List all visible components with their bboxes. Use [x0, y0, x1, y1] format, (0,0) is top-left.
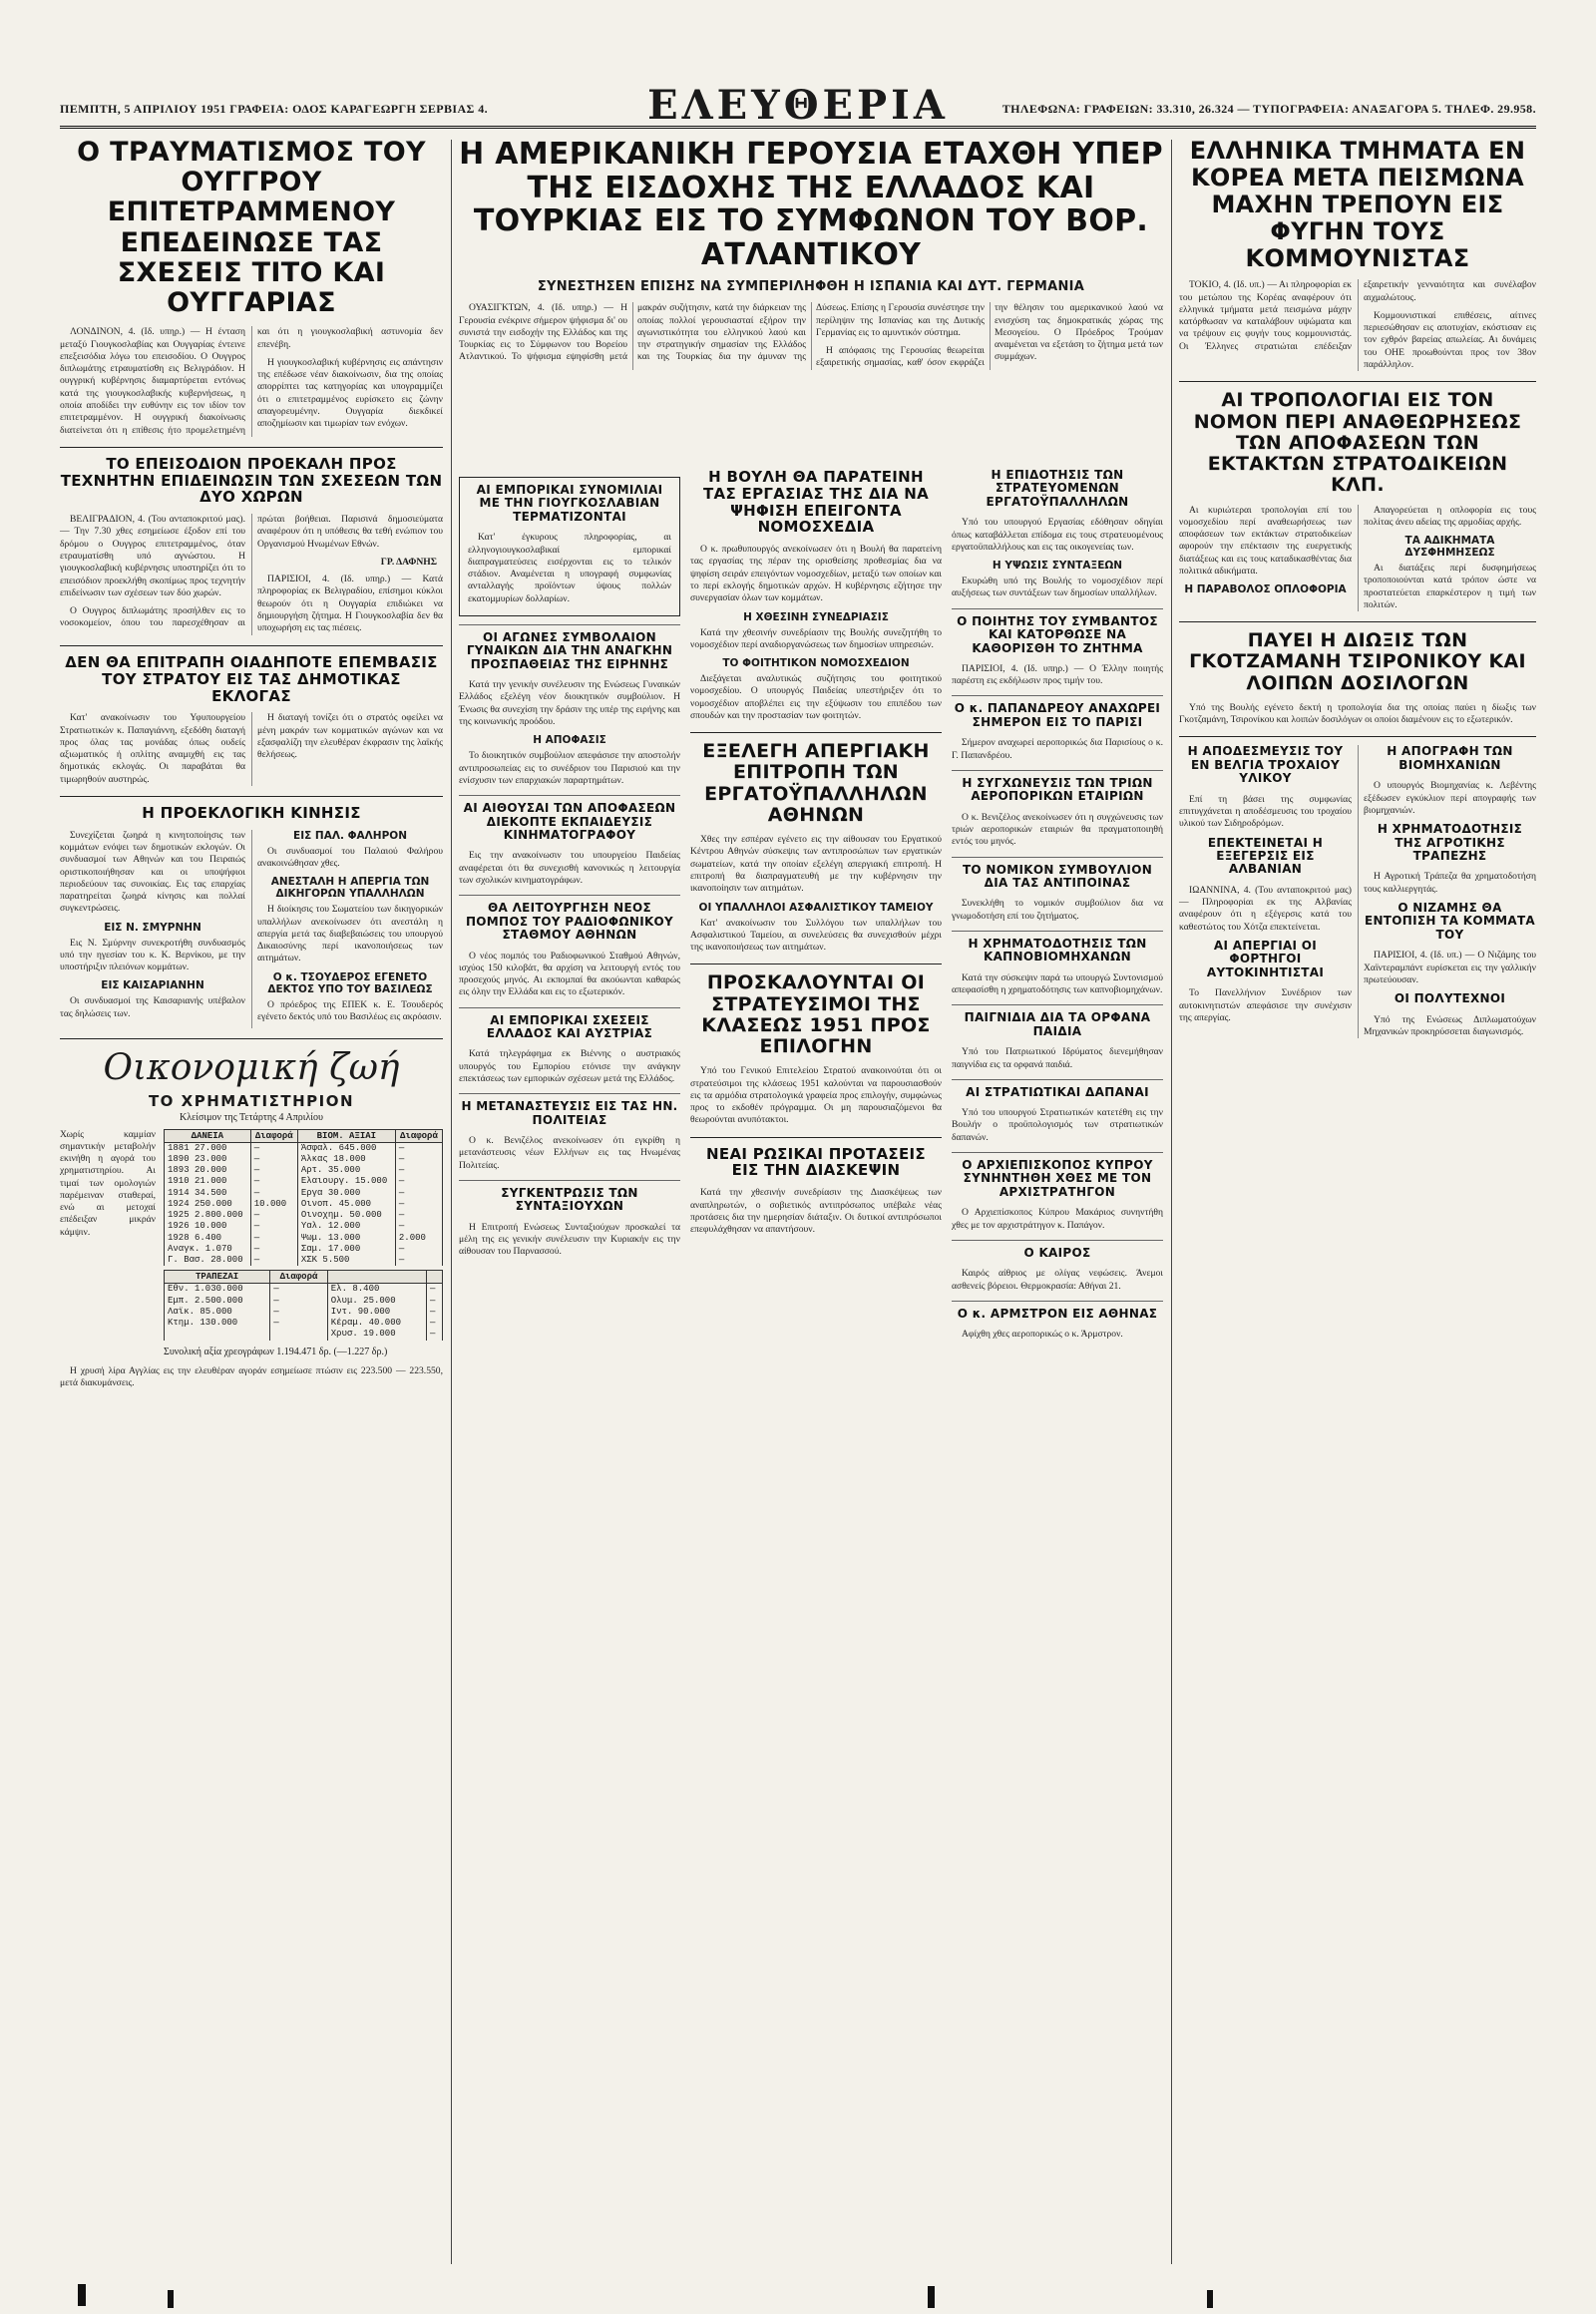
table-cell: Σαμ. 17.000	[297, 1244, 395, 1255]
article-text: Ο πρόεδρος της ΕΠΕΚ κ. Ε. Τσουδερός εγένετο δεκτός υπό του Βασιλέως εις ακρόασιν.	[257, 998, 443, 1022]
table-row	[165, 1154, 443, 1165]
article-text: ΤΟΚΙΟ, 4. (Ιδ. υπ.) — Αι πληροφορίαι εκ του μετώπου της Κορέας αναφέρουν ότι ελληνικά τμήματα μετά πεισμώνα μάχην κατόρθωσαν να καταλάβουν υψώματα και να τρέψουν εις φυγήν τους κομμουνιστάς. Οι Έλληνες στρατιώται επέδειξαν εξαιρετικήν γενναιότητα και συνέλαβον αιχμαλώτους.	[1179, 279, 1536, 352]
military-spending-headline: ΑΙ ΣΤΡΑΤΙΩΤΙΚΑΙ ΔΑΠΑΝΑΙ	[966, 1084, 1149, 1099]
article-text: Η γιουγκοσλαβική κυβέρνησις εις απάντησιν της επέδωσε νέαν διακοίνωσιν, δια της οποίας απορρίπτει τας κατηγορίας και υπογραμμίζει ότι ο επιτετραμμένος ευρίσκετο εις ζώνην απαγορευμένην. Ουγγαρία διεκδικεί αποζημίωσιν και τιμωρίαν των ενόχων.	[257, 356, 443, 430]
table-cell: —	[395, 1142, 442, 1154]
table-row	[165, 1284, 443, 1296]
article-text: Υπό του Πατριωτικού Ιδρύματος διενεμήθησαν παιγνίδια εις τα ορφανά παιδιά.	[952, 1046, 1163, 1070]
table-cell: 1925 2.800.000	[165, 1210, 251, 1221]
section-subhead: Η ΑΠΟΦΑΣΙΣ	[533, 734, 606, 747]
divider	[60, 447, 443, 448]
industry-census-headline: Η ΑΠΟΓΡΑΦΗ ΤΩΝ ΒΙΟΜΗΧΑΝΙΩΝ	[1387, 744, 1513, 772]
women-union-headline: ΟΙ ΑΓΩΝΕΣ ΣΥΜΒΟΛΑΙΟΝ ΓΥΝΑΙΚΩΝ ΔΙΑ ΤΗΝ ΑΝΑΓΚΗΝ ΠΡΟΣΠΑΘΕΙΑΣ ΤΗΣ ΕΙΡΗΝΗΣ	[466, 629, 673, 671]
center-left-column	[459, 469, 680, 1265]
article-text: Ο υπουργός Βιομηχανίας κ. Λεβέντης εξέδωσεν εγκύκλιον περί απογραφής των βιομηχανιών.	[1364, 780, 1536, 816]
article-text: Υπό της Ενώσεως Διπλωματούχων Μηχανικών προκηρύσσεται διαγωνισμός.	[1364, 1013, 1536, 1037]
article-text: Ο Αρχιεπίσκοπος Κύπρου Μακάριος συνηντήθη χθες με τον αρχιστράτηγον κ. Παπάγον.	[952, 1207, 1163, 1231]
divider	[952, 695, 1163, 696]
army-elections-headline: ΔΕΝ ΘΑ ΕΠΙΤΡΑΠΗ ΟΙΑΔΗΠΟΤΕ ΕΠΕΜΒΑΣΙΣ ΤΟΥ ΣΤΡΑΤΟΥ ΕΙΣ ΤΑΣ ΔΗΜΟΤΙΚΑΣ ΕΚΛΟΓΑΣ	[65, 652, 438, 705]
table-cell: —	[250, 1244, 297, 1255]
stock-exchange-title: ΤΟ ΧΡΗΜΑΤΙΣΤΗΡΙΟΝ	[148, 1091, 355, 1110]
article-text: Οι συνδυασμοί του Παλαιού Φαλήρου ανακοινώθησαν χθες.	[257, 845, 443, 869]
weather-headline: Ο ΚΑΙΡΟΣ	[1023, 1245, 1091, 1260]
senate-deck: ΣΥΝΕΣΤΗΣΕΝ ΕΠΙΣΗΣ ΝΑ ΣΥΜΠΕΡΙΛΗΦΘΗ Η ΙΣΠΑΝΙΑ ΚΑΙ ΔΥΤ. ΓΕΡΜΑΝΙΑ	[537, 279, 1085, 295]
divider	[952, 857, 1163, 858]
article-text: Διεξάγεται αναλυτικώς συζήτησις του φοιτητικού νομοσχεδίου. Ο υπουργός Παιδείας υπεστήριξεν ότι το νομοσχέδιον αποβλέπει εις την εξύψωσιν του επιπέδου των σπουδών και την προστασίαν των φοιτητών.	[690, 673, 942, 721]
table-cell: Κέραμ. 40.000	[327, 1318, 426, 1329]
banks-table	[164, 1270, 443, 1340]
article-text: Αι διατάξεις περί δυσφημήσεως τροποποιούνται κατά τρόπον ώστε να προστατεύεται επαρκέστερον η τιμή των πολιτών.	[1364, 563, 1536, 610]
table-cell: —	[395, 1221, 442, 1232]
divider	[60, 1038, 443, 1039]
table-cell: —	[395, 1244, 442, 1255]
article-text: Η Αγροτική Τράπεζα θα χρηματοδοτήση τους καλλιεργητάς.	[1364, 871, 1536, 895]
section-subhead: ΟΙ ΥΠΑΛΛΗΛΟΙ ΑΣΦΑΛΙΣΤΙΚΟΥ ΤΑΜΕΙΟΥ	[698, 901, 934, 914]
table-cell: —	[250, 1154, 297, 1165]
divider	[1179, 621, 1536, 622]
table-cell: Ελ. 8.400	[327, 1284, 426, 1296]
divider	[459, 795, 680, 796]
strike-committee-headline: ΕΞΕΛΕΓΗ ΑΠΕΡΓΙΑΚΗ ΕΠΙΤΡΟΠΗ ΤΩΝ ΕΡΓΑΤΟΫΠΑΛΛΗΛΩΝ ΑΘΗΝΩΝ	[702, 740, 930, 826]
article-text: ΠΑΡΙΣΙΟΙ, 4. (Ιδ. υπ.) — Ο Νιζάμης του Χαϊντεραμπάντ ευρίσκεται εις την γαλλικήν πρωτεύουσαν.	[1364, 950, 1536, 985]
orphans-headline: ΠΑΙΓΝΙΔΙΑ ΔΙΑ ΤΑ ΟΡΦΑΝΑ ΠΑΙΔΙΑ	[964, 1010, 1151, 1038]
left-column	[60, 138, 443, 1395]
divider	[952, 1301, 1163, 1302]
article-text: Κατ' ανακοίνωσιν του Υφυπουργείου Στρατιωτικών κ. Παπαγιάννη, εξεδόθη διαταγή προς όλας τας μονάδας όπως ουδείς αξιωματικός ή οπλίτης αναμιχθή εις τας δημοτικάς εκλογάς. Οι παραβάται θα τιμωρηθούν αυστηρώς.	[60, 712, 245, 785]
table-cell: —	[270, 1318, 328, 1329]
article-text: Εις Ν. Σμύρνην συνεκροτήθη συνδυασμός υπό την ηγεσίαν του κ. Κ. Βερνίκου, με την υποστήριξιν πλειόνων κομμάτων.	[60, 937, 245, 973]
article-text: Η χρυσή λίρα Αγγλίας εις την ελευθέραν αγοράν εσημείωσε πτώσιν εις 223.500 — 223.550, μετά διακυμάνσεις.	[60, 1364, 443, 1388]
table-row	[165, 1233, 443, 1244]
table-cell: Εργα 30.000	[297, 1188, 395, 1199]
table-cell: Ιντ. 90.000	[327, 1307, 426, 1318]
article-text: Επί τη βάσει της συμφωνίας επιτυγχάνεται η αποδέσμευσις του τροχαίου υλικού των Σιδηροδρόμων.	[1179, 793, 1352, 830]
russian-proposals-headline: ΝΕΑΙ ΡΩΣΙΚΑΙ ΠΡΟΤΑΣΕΙΣ ΕΙΣ ΤΗΝ ΔΙΑΣΚΕΨΙΝ	[706, 1144, 926, 1180]
conscripts-headline: ΠΡΟΣΚΑΛΟΥΝΤΑΙ ΟΙ ΣΤΡΑΤΕΥΣΙΜΟΙ ΤΗΣ ΚΛΑΣΕΩΣ 1951 ΠΡΟΣ ΕΠΙΛΟΓΗΝ	[701, 971, 931, 1058]
hungary-headline: Ο ΤΡΑΥΜΑΤΙΣΜΟΣ ΤΟΥ ΟΥΓΓΡΟΥ ΕΠΙΤΕΤΡΑΜΜΕΝΟΥ ΕΠΕΔΕΙΝΩΣΕ ΤΑΣ ΣΧΕΣΕΙΣ ΤΙΤΟ ΚΑΙ ΟΥΓΓΑΡΙΑΣ	[77, 137, 426, 319]
albania-headline: ΕΠΕΚΤΕΙΝΕΤΑΙ Η ΕΞΕΓΕΡΣΙΣ ΕΙΣ ΑΛΒΑΝΙΑΝ	[1207, 835, 1324, 877]
polytechnic-headline: ΟΙ ΠΟΛΥΤΕΧΝΟΙ	[1394, 991, 1506, 1006]
legal-council-headline: ΤΟ ΝΟΜΙΚΟΝ ΣΥΜΒΟΥΛΙΟΝ ΔΙΑ ΤΑΣ ΑΝΤΙΠΟΙΝΑΣ	[962, 862, 1153, 890]
economic-life-title: Οικονομική ζωή	[103, 1046, 400, 1088]
divider	[952, 1079, 1163, 1080]
center-column	[690, 469, 942, 1242]
section-subhead: Η ΧΘΕΣΙΝΗ ΣΥΝΕΔΡΙΑΣΙΣ	[743, 610, 889, 623]
table-cell	[270, 1329, 328, 1340]
divider	[952, 931, 1163, 932]
table-header	[327, 1271, 426, 1284]
divider	[459, 895, 680, 896]
article-text: Υπό της Βουλής εγένετο δεκτή η τροπολογία δια της οποίας παύει η δίωξις των Γκοτζαμάνη, Τσιρονίκου και λοιπών δοσιλόγων οι οποίοι διαμένουν εις το εξωτερικόν.	[1179, 701, 1536, 726]
divider	[459, 1007, 680, 1008]
article-text: Οι συνδυασμοί της Καισαριανής υπέβαλον τας δηλώσεις των.	[60, 995, 245, 1019]
table-row	[165, 1165, 443, 1176]
table-cell: 1910 21.000	[165, 1176, 251, 1187]
article-text: Ο νέος πομπός του Ραδιοφωνικού Σταθμού Αθηνών, ισχύος 150 κιλοβάτ, θα αρχίση να λειτουργή εντός του προσεχούς μηνός. Αι εκπομπαί θα ακούωνται καθαρώς εις όλην την Ελλάδα και εις το εξωτερικόν.	[459, 950, 680, 998]
section-subhead: Η ΥΨΩΣΙΣ ΣΥΝΤΑΞΕΩΝ	[992, 560, 1123, 573]
article-text: Κατά την σύσκεψιν παρά τω υπουργώ Συντονισμού απεφασίσθη η χρηματοδότησις των καπνοβιομηχάνων.	[952, 971, 1163, 996]
table-cell: —	[250, 1165, 297, 1176]
table-cell: —	[250, 1176, 297, 1187]
divider	[690, 732, 942, 733]
table-cell: —	[250, 1142, 297, 1154]
section-subhead: ΤΑ ΑΔΙΚΗΜΑΤΑ ΔΥΣΦΗΜΗΣΕΩΣ	[1404, 535, 1495, 560]
table-cell: —	[427, 1284, 443, 1296]
table-row	[165, 1142, 443, 1154]
article-text: Χωρίς καμμίαν σημαντικήν μεταβολήν εκινήθη η αγορά του χρηματιστηρίου. Αι τιμαί των ομολογιών παρέμειναν σταθεραί, ενώ αι μετοχαί επέδειξαν μικράν κάμψιν.	[60, 1128, 156, 1238]
article-text: Κατά την γενικήν συνέλευσιν της Ενώσεως Γυναικών Ελλάδος εξελέγη νέον διοικητικόν συμβούλιον. Η Ένωσις θα συνεχίση την δράσιν της υπέρ της ειρήνης και της κοινωνικής προόδου.	[459, 679, 680, 728]
table-cell: —	[427, 1318, 443, 1329]
table-cell: Κτημ. 130.000	[165, 1318, 270, 1329]
table-cell: —	[250, 1210, 297, 1221]
table-row	[165, 1221, 443, 1232]
table-cell: —	[250, 1221, 297, 1232]
divider	[690, 1137, 942, 1138]
article-text: Υπό του υπουργού Εργασίας εδόθησαν οδηγίαι όπως καταβάλλεται επίδομα εις τους στρατευομένους εργατοϋπαλλήλους και εις τας οικογενείας των.	[952, 517, 1163, 553]
section-subhead: ΕΙΣ Ν. ΣΜΥΡΝΗΝ	[104, 921, 201, 934]
article-text: Κατά την χθεσινήν συνεδρίασιν της Διασκέψεως των αναπληρωτών, ο σοβιετικός αντιπρόσωπος υπέβαλε νέας προτάσεις δια την ημερησίαν διάταξιν. Οι δυτικοί αντιπρόσωποι επεφυλάχθησαν να απαντήσουν.	[690, 1187, 942, 1236]
table-cell: 10.000	[250, 1199, 297, 1210]
article-text: Χθες την εσπέραν εγένετο εις την αίθουσαν του Εργατικού Κέντρου Αθηνών σύσκεψις των αντιπροσώπων των εργατικών σωματείων, κατά την οποίαν εξελέγη απεργιακή επιτροπή. Η επιτροπή θα διαπραγματευθή με την κυβέρνησιν την ικανοποίησιν των αιτημάτων.	[690, 834, 942, 895]
divider	[952, 608, 1163, 609]
table-cell: —	[250, 1188, 297, 1199]
table-cell: —	[395, 1199, 442, 1210]
article-text: Αι κυριώτεραι τροπολογίαι επί του νομοσχεδίου περί αναθεωρήσεως των αποφάσεων των εκτάκτων στρατοδικείων αφορούν την επέκτασιν της ευεργετικής διατάξεως και εις τους καταδικασθέντας δια πολιτικά αδικήματα.	[1179, 504, 1352, 577]
article-text: Ο κ. Βενιζέλος ανεκοίνωσεν ότι η συγχώνευσις των τριών αεροπορικών εταιριών θα πραγματοποιηθή εντός του μηνός.	[952, 811, 1163, 848]
article-text: Ο Ουγγρος διπλωμάτης προσήλθεν εις το νοσοκομείον, όπου του παρεσχέθησαν αι πρώται βοήθειαι. Παρισινά δημοσιεύματα αναφέρουν ότι η υπόθεσις θα τεθή ενώπιον του Οργανισμού Ηνωμένων Εθνών.	[60, 514, 443, 629]
agri-bank-headline: Η ΧΡΗΜΑΤΟΔΟΤΗΣΙΣ ΤΗΣ ΑΓΡΟΤΙΚΗΣ ΤΡΑΠΕΖΗΣ	[1377, 822, 1523, 864]
article-text: ΠΑΡΙΣΙΟΙ, 4. (Ιδ. υπηρ.) — Ο Έλλην ποιητής παρέστη εις εκδήλωσιν προς τιμήν του.	[952, 662, 1163, 687]
article-text: ΠΑΡΙΣΙΟΙ, 4. (Ιδ. υπηρ.) — Κατά πληροφορίας εκ Βελιγραδίου, επίσημοι κύκλοι θεωρούν ότι η Ουγγαρία επιδιώκει να δημιουργήση ζήτημα. Η Γιουγκοσλαβία δεν θα υποχωρήση εις τας πιέσεις.	[257, 573, 443, 634]
table-cell: —	[395, 1188, 442, 1199]
article-text: Κατ' έγκυρους πληροφορίας, αι ελληνογιουγκοσλαβικαί εμπορικαί διαπραγματεύσεις εισέρχονται εις το τελικόν στάδιον. Αναμένεται η υπογραφή συμφωνίας ανταλλαγής προϊόντων ύψους πολλών εκατομμυρίων δολλαρίων.	[468, 532, 671, 604]
ink-mark	[1207, 2290, 1213, 2308]
table-header: Διαφορά	[270, 1271, 328, 1284]
divider	[952, 1152, 1163, 1153]
divider	[952, 1240, 1163, 1241]
masthead-date-address: ΠΕΜΠΤΗ, 5 ΑΠΡΙΛΙΟΥ 1951 ΓΡΑΦΕΙΑ: ΟΔΟΣ ΚΑΡΑΓΕΩΡΓΗ ΣΕΡΒΙΑΣ 4.	[60, 102, 488, 116]
article-text: ΒΕΛΙΓΡΑΔΙΟΝ, 4. (Του ανταποκριτού μας). — Την 7.30 χθες εσημείωσε έξοδον επί του δρόμου ο Ουγγρος επιτετραμμένος, όταν ετραυματίσθη υπό αγνώστου. Η γιουγκοσλαβική κυβέρνησις υποστηρίζει ότι το επεισόδιον προεκλήθη σκοπίμως προς τεχνητήν επιδείνωσιν των σχέσεων των δύο χωρών.	[60, 514, 245, 598]
table-cell: —	[395, 1210, 442, 1221]
table-cell: —	[427, 1296, 443, 1307]
article-text: Απαγορεύεται η οπλοφορία εις τους πολίτας άνευ αδείας της αρμοδίας αρχής.	[1364, 504, 1536, 528]
radio-headline: ΘΑ ΛΕΙΤΟΥΡΓΗΣΗ ΝΕΟΣ ΠΟΜΠΟΣ ΤΟΥ ΡΑΔΙΟΦΩΝΙΚΟΥ ΣΤΑΘΜΟΥ ΑΘΗΝΩΝ	[465, 901, 674, 943]
table-cell: Αναγκ. 1.070	[165, 1244, 251, 1255]
section-subhead: ΕΙΣ ΠΑΛ. ΦΑΛΗΡΟΝ	[293, 829, 407, 842]
total-value: Συνολική αξία χρεογράφων 1.194.471 δρ. (—1.227 δρ.)	[164, 1346, 388, 1357]
article-text: ΛΟΝΔΙΝΟΝ, 4. (Ιδ. υπηρ.) — Η ένταση μεταξύ Γιουγκοσλαβίας και Ουγγαρίας έντεινε επεξεισόδια λόγω του επεισοδίου. Ο Ουγγρος διπλωμάτης ετραυματίσθη εις Βελιγράδιον. Η ουγγρική κυβέρνησις διαμαρτύρεται εντόνως κατά της γιουγκοσλαβικής κυβερνήσεως, η οποία αποδίδει την ευθύνην εις τον ιδίον τον επιτετραμμένον. Η ουγγρική διακοίνωσις διατείνεται ότι η επίθεσις ήτο προμελετημένη και ότι η γιουγκοσλαβική αστυνομία δεν επενέβη.	[60, 326, 443, 436]
table-row	[165, 1307, 443, 1318]
table-cell: Υαλ. 12.000	[297, 1221, 395, 1232]
right-briefs	[1179, 745, 1536, 1038]
market-commentary	[60, 1129, 156, 1357]
table-cell: —	[395, 1165, 442, 1176]
article-text: Υπό του υπουργού Στρατιωτικών κατετέθη εις την Βουλήν ο προϋπολογισμός των στρατιωτικών δαπανών.	[952, 1107, 1163, 1143]
table-cell: 1928 6.400	[165, 1233, 251, 1244]
table-cell: —	[270, 1296, 328, 1307]
newspaper-title: ΕΛΕΥΘΕΡΙΑ	[647, 82, 949, 129]
conscript-pay-headline: Η ΕΠΙΔΟΤΗΣΙΣ ΤΩΝ ΣΤΡΑΤΕΥΟΜΕΝΩΝ ΕΡΓΑΤΟΫΠΑΛΛΗΛΩΝ	[986, 468, 1129, 509]
collaborators-headline: ΠΑΥΕΙ Η ΔΙΩΞΙΣ ΤΩΝ ΓΚΟΤΖΑΜΑΝΗ ΤΣΙΡΟΝΙΚΟΥ ΚΑΙ ΛΟΙΠΩΝ ΔΟΣΙΛΟΓΩΝ	[1189, 629, 1526, 694]
poet-headline: Ο ΠΟΙΗΤΗΣ ΤΟΥ ΣΥΜΒΑΝΤΟΣ ΚΑΙ ΚΑΤΟΡΘΩΣΕ ΝΑ ΚΑΘΟΡΙΣΘΗ ΤΟ ΖΗΤΗΜΑ	[957, 613, 1158, 655]
masthead-phones: ΤΗΛΕΦΩΝΑ: ΓΡΑΦΕΙΩΝ: 33.310, 26.324 — ΤΥΠΟΓΡΑΦΕΙΑ: ΑΝΑΞΑΓΟΡΑ 5. ΤΗΛΕΦ. 29.958.	[1001, 102, 1536, 116]
table-row	[165, 1329, 443, 1340]
article-text: Κομμουνιστικαί επιθέσεις, αίτινες περιεσώθησαν εις αποτυχίαν, εκόστισαν εις τον εχθρόν βαρείας απωλείας. Αι δυνάμεις του ΟΗΕ προωθούνται προς τον 38ον παράλληλον.	[1364, 309, 1536, 370]
article-text: Συνεκλήθη το νομικόν συμβούλιον δια να γνωμοδοτήση επί του ζητήματος.	[952, 898, 1163, 922]
tribunals-headline: ΑΙ ΤΡΟΠΟΛΟΓΙΑΙ ΕΙΣ ΤΟΝ ΝΟΜΟΝ ΠΕΡΙ ΑΝΑΘΕΩΡΗΣΕΩΣ ΤΩΝ ΑΠΟΦΑΣΕΩΝ ΤΩΝ ΕΚΤΑΚΤΩΝ ΣΤΡΑΤΟΔΙΚΕΙΩΝ ΚΛΠ.	[1193, 389, 1522, 497]
section-subhead: ΤΟ ΦΟΙΤΗΤΙΚΟΝ ΝΟΜΟΣΧΕΔΙΟΝ	[722, 657, 910, 670]
rolling-stock-headline: Η ΑΠΟΔΕΣΜΕΥΣΙΣ ΤΟΥ ΕΝ ΒΕΛΓΙΑ ΤΡΟΧΑΙΟΥ ΥΛΙΚΟΥ	[1187, 744, 1344, 786]
archbishop-headline: Ο ΑΡΧΙΕΠΙΣΚΟΠΟΣ ΚΥΠΡΟΥ ΣΥΝΗΝΤΗΘΗ ΧΘΕΣ ΜΕ ΤΟΝ ΑΡΧΙΣΤΡΑΤΗΓΟΝ	[962, 1158, 1153, 1199]
column-rule	[451, 140, 452, 2264]
article-text: ΟΥΑΣΙΓΚΤΩΝ, 4. (Ιδ. υπηρ.) — Η Γερουσία ενέκρινε σήμερον ψήφισμα δι' ου συνιστά την εισδοχήν της Ελλάδος και της Τουρκίας εις το Σύμφωνον του Βορείου Ατλαντικού. Το ψήφισμα εψηφίσθη μετά μακράν συζήτησιν, κατά την διάρκειαν της οποίας πολλοί γερουσιασταί εξήρον την αγωνιστικότητα του ελληνικού λαού και την στρατηγικήν σημασίαν της Ελλάδος και της Τουρκίας δια την άμυναν της Δύσεως. Επίσης η Γερουσία συνέστησε την περίληψιν της Ισπανίας και της Δυτικής Γερμανίας εις το αμυντικόν σύστημα.	[459, 302, 985, 363]
nizam-headline: Ο ΝΙΖΑΜΗΣ ΘΑ ΕΝΤΟΠΙΣΗ ΤΑ ΚΟΜΜΑΤΑ ΤΟΥ	[1364, 901, 1536, 942]
ink-mark	[78, 2284, 86, 2306]
article-text: Η απόφασις της Γερουσίας θεωρείται εξαιρετικής σημασίας, καθ' όσον εκφράζει την θέλησιν του αμερικανικού λαού να ενισχύση τας δημοκρατικάς χώρας της Μεσογείου. Ο Πρόεδρος Τρούμαν αναμένεται να εξετάση το ζήτημα μετά των συμμάχων.	[816, 302, 1163, 369]
byline: ΓΡ. ΔΑΦΝΗΣ	[380, 556, 437, 568]
column-rule	[1171, 140, 1172, 2264]
korea-article	[1179, 279, 1536, 371]
table-cell: Οινοχημ. 50.000	[297, 1210, 395, 1221]
incident-article	[60, 514, 443, 635]
table-cell: Ελαιουργ. 15.000	[297, 1176, 395, 1187]
exchange-table	[164, 1129, 443, 1267]
trade-talks-box	[459, 477, 680, 616]
hungary-article	[60, 326, 443, 436]
table-cell: ΧΣΚ 5.500	[297, 1255, 395, 1266]
incident-headline: ΤΟ ΕΠΕΙΣΟΔΙΟΝ ΠΡΟΕΚΑΛΗ ΠΡΟΣ ΤΕΧΝΗΤΗΝ ΕΠΙΔΕΙΝΩΣΙΝ ΤΩΝ ΣΧΕΣΕΩΝ ΤΩΝ ΔΥΟ ΧΩΡΩΝ	[60, 454, 443, 507]
article-text: Η διοίκησις του Σωματείου των δικηγορικών υπαλλήλων ανεκοίνωσεν ότι ανεστάλη η απεργία μετά τας διαβεβαιώσεις του υπουργού Δικαιοσύνης περί ικανοποιήσεως των αιτημάτων.	[257, 904, 443, 964]
article-text: Κατ' ανακοίνωσιν του Συλλόγου των υπαλλήλων του Ασφαλιστικού Ταμείου, αι συνελεύσεις θα συνεχισθούν μέχρι της ικανοποιήσεως των αιτημάτων.	[690, 917, 942, 954]
emigration-headline: Η ΜΕΤΑΝΑΣΤΕΥΣΙΣ ΕΙΣ ΤΑΣ ΗΝ. ΠΟΛΙΤΕΙΑΣ	[461, 1099, 678, 1127]
section-subhead: ΑΝΕΣΤΑΛΗ Η ΑΠΕΡΓΙΑ ΤΩΝ ΔΙΚΗΓΟΡΩΝ ΥΠΑΛΛΗΛΩΝ	[270, 876, 430, 901]
divider	[952, 770, 1163, 771]
parliament-headline: Η ΒΟΥΛΗ ΘΑ ΠΑΡΑΤΕΙΝΗ ΤΑΣ ΕΡΓΑΣΙΑΣ ΤΗΣ ΔΙΑ ΝΑ ΨΗΦΙΣΗ ΕΠΕΙΓΟΝΤΑ ΝΟΜΟΣΧΕΔΙΑ	[703, 468, 929, 537]
austria-headline: ΑΙ ΕΜΠΟΡΙΚΑΙ ΣΧΕΣΕΙΣ ΕΛΛΑΔΟΣ ΚΑΙ ΑΥΣΤΡΙΑΣ	[486, 1012, 653, 1040]
table-cell: Γ. Βασ. 28.000	[165, 1255, 251, 1266]
article-text: Το Πανελλήνιον Συνέδριον των αυτοκινητιστών απεφάσισε την συνέχισιν της απεργίας.	[1179, 987, 1352, 1023]
section-subhead: Η ΠΑΡΑΒΟΛΟΣ ΟΠΛΟΦΟΡΙΑ	[1184, 583, 1347, 596]
ink-mark	[928, 2286, 935, 2308]
airlines-headline: Η ΣΥΓΧΩΝΕΥΣΙΣ ΤΩΝ ΤΡΙΩΝ ΑΕΡΟΠΟΡΙΚΩΝ ΕΤΑΙΡΙΩΝ	[962, 775, 1153, 804]
table-cell: Άσφαλ. 645.000	[297, 1142, 395, 1154]
section-subhead: Ο κ. ΤΣΟΥΔΕΡΟΣ ΕΓΕΝΕΤΟ ΔΕΚΤΟΣ ΥΠΟ ΤΟΥ ΒΑΣΙΛΕΩΣ	[267, 970, 433, 995]
senate-article	[459, 302, 1163, 369]
campaign-headline: Η ΠΡΟΕΚΛΟΓΙΚΗ ΚΙΝΗΣΙΣ	[142, 803, 361, 822]
article-text: Ο κ. Βενιζέλος ανεκοίνωσεν ότι εγκρίθη η μετανάστευσις νέων Ελλήνων εις τας Ηνωμένας Πολιτείας.	[459, 1135, 680, 1171]
table-cell: —	[395, 1255, 442, 1266]
table-cell: —	[427, 1307, 443, 1318]
korea-headline: ΕΛΛΗΝΙΚΑ ΤΜΗΜΑΤΑ ΕΝ ΚΟΡΕΑ ΜΕΤΑ ΠΕΙΣΜΩΝΑ ΜΑΧΗΝ ΤΡΕΠΟΥΝ ΕΙΣ ΦΥΓΗΝ ΤΟΥΣ ΚΟΜΜΟΥΝΙΣΤΑΣ	[1189, 137, 1526, 272]
table-cell: 1893 20.000	[165, 1165, 251, 1176]
senate-headline: Η ΑΜΕΡΙΚΑΝΙΚΗ ΓΕΡΟΥΣΙΑ ΕΤΑΧΘΗ ΥΠΕΡ ΤΗΣ ΕΙΣΔΟΧΗΣ ΤΗΣ ΕΛΛΑΔΟΣ ΚΑΙ ΤΟΥΡΚΙΑΣ ΕΙΣ ΤΟ ΣΥΜΦΩΝΟΝ ΤΟΥ ΒΟΡ. ΑΤΛΑΝΤΙΚΟΥ	[459, 137, 1163, 272]
table-cell: 1926 10.000	[165, 1221, 251, 1232]
section-subhead: ΕΙΣ ΚΑΙΣΑΡΙΑΝΗΝ	[101, 979, 204, 992]
table-cell: —	[270, 1284, 328, 1296]
table-header: ΒΙΟΜ. ΑΞΙΑΙ	[297, 1129, 395, 1142]
article-text: Η Επιτροπή Ενώσεως Συνταξιούχων προσκαλεί τα μέλη της εις γενικήν συνέλευσιν την Κυριακήν εις την αίθουσαν του Παρνασσού.	[459, 1221, 680, 1258]
table-cell: Οινοπ. 45.000	[297, 1199, 395, 1210]
divider	[459, 624, 680, 625]
table-row	[165, 1318, 443, 1329]
table-row	[165, 1255, 443, 1266]
tribunals-article	[1179, 505, 1536, 612]
papandreou-headline: Ο κ. ΠΑΠΑΝΔΡΕΟΥ ΑΝΑΧΩΡΕΙ ΣΗΜΕΡΟΝ ΕΙΣ ΤΟ ΠΑΡΙΣΙ	[954, 701, 1161, 729]
table-cell: 1890 23.000	[165, 1154, 251, 1165]
article-text: Κατά τηλεγράφημα εκ Βιέννης ο αυστριακός υπουργός του Εμπορίου ετόνισε την ανάγκην επεκτάσεως των εμπορικών σχέσεων μετά της Ελλάδος.	[459, 1048, 680, 1084]
table-cell: Εμπ. 2.500.000	[165, 1296, 270, 1307]
army-elections-article	[60, 712, 443, 786]
article-text: Εκυρώθη υπό της Βουλής το νομοσχέδιον περί αυξήσεως των συντάξεων των δημοσίων υπαλλήλων.	[952, 576, 1163, 599]
campaign-article	[60, 830, 443, 1028]
table-cell: —	[250, 1255, 297, 1266]
masthead	[60, 82, 1536, 129]
divider	[60, 796, 443, 797]
table-cell: —	[427, 1329, 443, 1340]
article-text: ΙΩΑΝΝΙΝΑ, 4. (Του ανταποκριτού μας) — Πληροφορίαι εκ της Αλβανίας αναφέρουν ότι η εξέγερσις κατά του καθεστώτος του Χότζα επεκτείνεται.	[1179, 884, 1352, 933]
table-cell: —	[395, 1154, 442, 1165]
article-text: Υπό του Γενικού Επιτελείου Στρατού ανακοινούται ότι οι στρατεύσιμοι της κλάσεως 1951 καλούνται να παρουσιασθούν εις τα αρμόδια στρατολογικά γραφεία προς επιλογήν, συμφώνως προς το εκδοθέν πρόγραμμα. Οι μη παρουσιαζόμενοι θα θεωρούνται ανυπότακτοι.	[690, 1065, 942, 1126]
table-cell: Χρυσ. 19.000	[327, 1329, 426, 1340]
center-right-column	[952, 469, 1163, 1348]
table-header: ΔΑΝΕΙΑ	[165, 1129, 251, 1142]
article-text: Το διοικητικόν συμβούλιον απεφάσισε την αποστολήν αντιπροσωπείας εις το συνέδριον του Παρισιού και την ενίσχυσιν των επαρχιακών παραρτημάτων.	[459, 750, 680, 786]
table-cell: Εθν. 1.030.000	[165, 1284, 270, 1296]
truckers-headline: ΑΙ ΑΠΕΡΓΙΑΙ ΟΙ ΦΟΡΤΗΓΟΙ ΑΥΤΟΚΙΝΗΤΙΣΤΑΙ	[1206, 938, 1325, 979]
table-cell: Άλκας 18.000	[297, 1154, 395, 1165]
table-header: ΤΡΑΠΕΖΑΙ	[165, 1271, 270, 1284]
divider	[459, 1180, 680, 1181]
table-row	[165, 1199, 443, 1210]
article-text: Κατά την χθεσινήν συνεδρίασιν της Βουλής συνεζητήθη το νομοσχέδιον περί αναδιοργανώσεως των δημοσίων υπηρεσιών.	[690, 626, 942, 650]
table-cell: 1881 27.000	[165, 1142, 251, 1154]
center-banner	[459, 138, 1163, 370]
article-text: Καιρός αίθριος με ολίγας νεφώσεις. Άνεμοι ασθενείς βόρειοι. Θερμοκρασία: Αθήναι 21.	[952, 1268, 1163, 1292]
table-cell: Ολυμ. 25.000	[327, 1296, 426, 1307]
table-cell: Ψωμ. 13.000	[297, 1233, 395, 1244]
right-column	[1179, 138, 1536, 1038]
table-cell: Λαϊκ. 85.000	[165, 1307, 270, 1318]
table-cell: —	[395, 1176, 442, 1187]
table-cell: 1914 34.500	[165, 1188, 251, 1199]
table-cell	[165, 1329, 270, 1340]
table-row	[165, 1210, 443, 1221]
cinema-headline: ΑΙ ΑΙΘΟΥΣΑΙ ΤΩΝ ΑΠΟΦΑΣΕΩΝ ΔΙΕΚΟΠΤΕ ΕΚΠΑΙΔΕΥΣΙΣ ΚΙΝΗΜΑΤΟΓΡΑΦΟΥ	[463, 801, 676, 842]
divider	[1179, 381, 1536, 382]
table-row	[165, 1176, 443, 1187]
table-row	[165, 1188, 443, 1199]
article-text: Συνεχίζεται ζωηρά η κινητοποίησις των κομμάτων ενόψει των δημοτικών εκλογών. Οι συνδυασμοί των Αθηνών και του Πειραιώς οριστικοποιήθησαν και οι υποψήφιοι περιοδεύουν τας συνοικίας. Εις τας επαρχίας παρατηρείται ζωηρά κίνησις και πολλαί συγκεντρώσεις.	[60, 829, 245, 915]
pensioners-headline: ΣΥΓΚΕΝΤΡΩΣΙΣ ΤΩΝ ΣΥΝΤΑΞΙΟΥΧΩΝ	[501, 1185, 638, 1214]
ink-mark	[168, 2290, 174, 2308]
trade-talks-headline: ΑΙ ΕΜΠΟΡΙΚΑΙ ΣΥΝΟΜΙΛΙΑΙ ΜΕ ΤΗΝ ΓΙΟΥΓΚΟΣΛΑΒΙΑΝ ΤΕΡΜΑΤΙΖΟΝΤΑΙ	[476, 483, 663, 524]
table-cell: —	[250, 1233, 297, 1244]
article-text: Η διαταγή τονίζει ότι ο στρατός οφείλει να μένη μακράν των κομματικών αγώνων και να εξασφαλίζη την ελευθέραν έκφρασιν της λαϊκής θελήσεως.	[257, 712, 443, 761]
table-row	[165, 1296, 443, 1307]
article-text: Σήμερον αναχωρεί αεροπορικώς δια Παρισίους ο κ. Γ. Παπανδρέου.	[952, 737, 1163, 761]
table-header	[427, 1271, 443, 1284]
divider	[60, 645, 443, 646]
divider	[1179, 736, 1536, 737]
armstrong-headline: Ο κ. ΑΡΜΣΤΡΟΝ ΕΙΣ ΑΘΗΝΑΣ	[957, 1306, 1158, 1321]
stock-exchange-caption: Κλείσιμον της Τετάρτης 4 Απριλίου	[180, 1111, 323, 1123]
article-text: Ο κ. πρωθυπουργός ανεκοίνωσεν ότι η Βουλή θα παρατείνη τας εργασίας της πέραν της ορισθείσης προθεσμίας δια να ψηφίση σειράν επειγόντων νομοσχεδίων, μεταξύ των οποίων και το περί εκλογής δημοτικών αρχών. Η κυβέρνησις εζήτησε την συνεργασίαν όλων των κομμάτων.	[690, 544, 942, 604]
economic-section	[60, 1047, 443, 1390]
article-text: Αφίχθη χθες αεροπορικώς ο κ. Άρμστρον.	[962, 1329, 1123, 1341]
article-text: Εις την ανακοίνωσιν του υπουργείου Παιδείας αναφέρεται ότι θα συνεχισθή κανονικώς η λειτουργία των σχολικών κινηματογράφων.	[459, 850, 680, 886]
divider	[459, 1093, 680, 1094]
divider	[952, 1004, 1163, 1005]
table-header: Διαφορά	[250, 1129, 297, 1142]
table-cell: —	[270, 1307, 328, 1318]
table-cell: 2.000	[395, 1233, 442, 1244]
table-header: Διαφορά	[395, 1129, 442, 1142]
table-cell: Αρτ. 35.000	[297, 1165, 395, 1176]
table-row	[165, 1244, 443, 1255]
tobacco-headline: Η ΧΡΗΜΑΤΟΔΟΤΗΣΙΣ ΤΩΝ ΚΑΠΝΟΒΙΟΜΗΧΑΝΩΝ	[968, 936, 1147, 964]
table-cell: 1924 250.000	[165, 1199, 251, 1210]
